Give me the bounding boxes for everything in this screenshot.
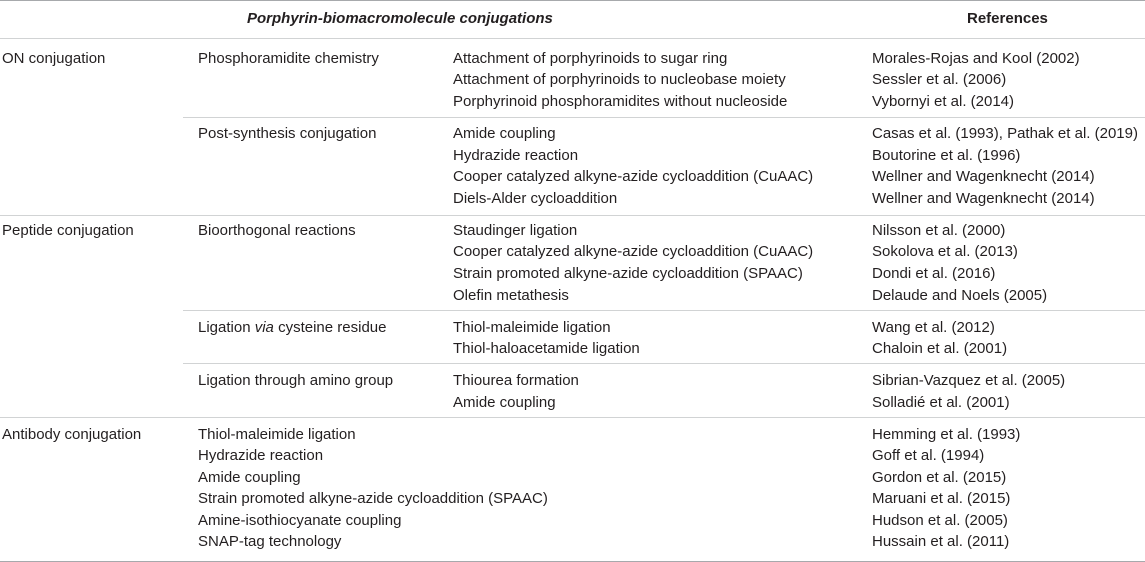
reference-cell: Morales-Rojas and Kool (2002)	[872, 50, 1080, 67]
technique-cell: Strain promoted alkyne-azide cycloaddition (SPAAC)	[198, 490, 548, 507]
reference-cell: Hussain et al. (2011)	[872, 533, 1010, 550]
technique-cell: Olefin metathesis	[453, 287, 569, 304]
reference-cell: Hudson et al. (2005)	[872, 512, 1008, 529]
technique-cell: Porphyrinoid phosphoramidites without nucleoside	[453, 93, 788, 110]
reference-cell: Goff et al. (1994)	[872, 447, 985, 464]
technique-cell: Staudinger ligation	[453, 222, 578, 239]
technique-cell: Thiol-maleimide ligation	[198, 426, 356, 443]
reference-cell: Sibrian-Vazquez et al. (2005)	[872, 372, 1066, 389]
subgroup-divider-on	[183, 117, 1145, 118]
subgroup-divider-amino	[183, 363, 1145, 364]
reference-cell: Solladié et al. (2001)	[872, 394, 1010, 411]
subgroup-divider-cysteine	[183, 310, 1145, 311]
technique-cell: Thiol-maleimide ligation	[453, 319, 611, 336]
category-label: ON conjugation	[2, 50, 106, 67]
technique-cell: Attachment of porphyrinoids to sugar ring	[453, 50, 728, 67]
method-label-italic: via	[254, 319, 274, 336]
category-label: Antibody conjugation	[2, 426, 142, 443]
technique-cell: Attachment of porphyrinoids to nucleobase moiety	[453, 71, 786, 88]
method-label: Bioorthogonal reactions	[198, 222, 356, 239]
technique-cell: Hydrazide reaction	[198, 447, 324, 464]
technique-cell: Cooper catalyzed alkyne-azide cycloaddition (CuAAC)	[453, 243, 814, 260]
section-divider-peptide	[0, 215, 1145, 216]
category-label: Peptide conjugation	[2, 222, 134, 239]
technique-cell: Hydrazide reaction	[453, 147, 579, 164]
reference-cell: Sokolova et al. (2013)	[872, 243, 1018, 260]
reference-cell: Hemming et al. (1993)	[872, 426, 1021, 443]
method-label: Post-synthesis conjugation	[198, 125, 377, 142]
reference-cell: Chaloin et al. (2001)	[872, 340, 1008, 357]
reference-cell: Maruani et al. (2015)	[872, 490, 1011, 507]
technique-cell: Amide coupling	[453, 394, 556, 411]
method-label-post: cysteine residue	[273, 319, 387, 336]
reference-cell: Wellner and Wagenknecht (2014)	[872, 168, 1095, 185]
reference-cell: Casas et al. (1993), Pathak et al. (2019)	[872, 125, 1138, 142]
method-label: Phosphoramidite chemistry	[198, 50, 379, 67]
technique-cell: Strain promoted alkyne-azide cycloaddition (SPAAC)	[453, 265, 803, 282]
header-conjugations: Porphyrin-biomacromolecule conjugations	[247, 10, 553, 27]
reference-cell: Sessler et al. (2006)	[872, 71, 1007, 88]
technique-cell: Cooper catalyzed alkyne-azide cycloaddition (CuAAC)	[453, 168, 814, 185]
section-divider-antibody	[0, 417, 1145, 418]
reference-cell: Boutorine et al. (1996)	[872, 147, 1021, 164]
technique-cell: Diels-Alder cycloaddition	[453, 190, 618, 207]
reference-cell: Wellner and Wagenknecht (2014)	[872, 190, 1095, 207]
table-top-rule	[0, 0, 1145, 1]
technique-cell: SNAP-tag technology	[198, 533, 342, 550]
method-label: Ligation through amino group	[198, 372, 394, 389]
header-bottom-rule	[0, 38, 1145, 39]
reference-cell: Gordon et al. (2015)	[872, 469, 1007, 486]
technique-cell: Thiourea formation	[453, 372, 579, 389]
method-label	[198, 319, 386, 337]
reference-cell: Nilsson et al. (2000)	[872, 222, 1006, 239]
reference-cell: Dondi et al. (2016)	[872, 265, 996, 282]
technique-cell: Amine-isothiocyanate coupling	[198, 512, 402, 529]
reference-cell: Delaude and Noels (2005)	[872, 287, 1048, 304]
header-references: References	[967, 10, 1048, 27]
technique-cell: Thiol-haloacetamide ligation	[453, 340, 640, 357]
reference-cell: Wang et al. (2012)	[872, 319, 995, 336]
technique-cell: Amide coupling	[198, 469, 301, 486]
technique-cell: Amide coupling	[453, 125, 556, 142]
reference-cell: Vybornyi et al. (2014)	[872, 93, 1015, 110]
method-label-pre: Ligation	[198, 319, 255, 336]
